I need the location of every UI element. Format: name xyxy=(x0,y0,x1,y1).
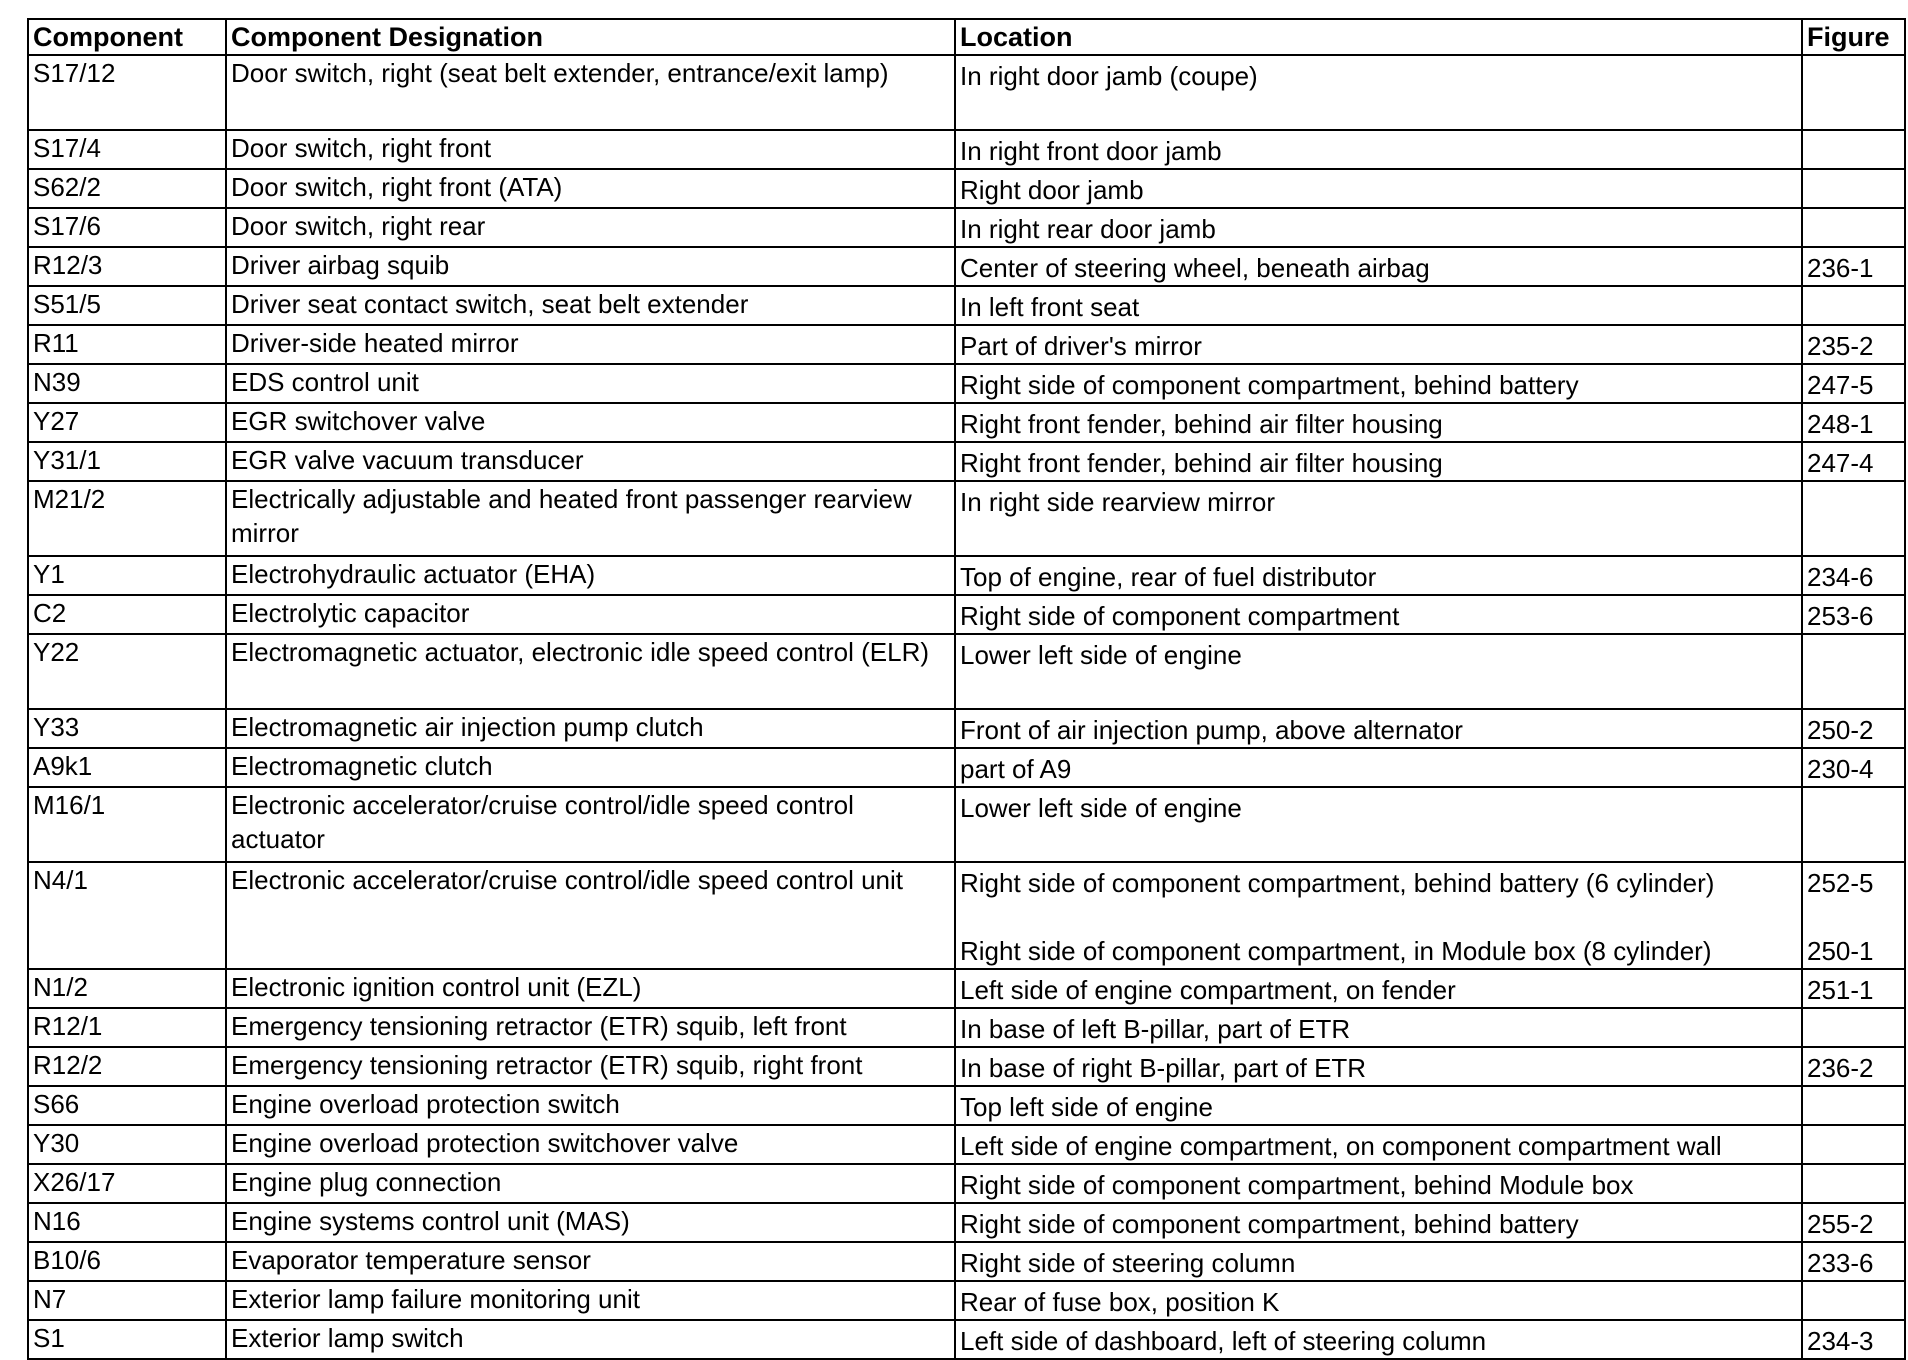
cell-location: Right front fender, behind air filter housing xyxy=(955,442,1802,481)
header-location: Location xyxy=(955,19,1802,55)
cell-location: In right front door jamb xyxy=(955,130,1802,169)
cell-figure: 247-5 xyxy=(1802,364,1905,403)
cell-designation: Emergency tensioning retractor (ETR) squib, left front xyxy=(226,1008,955,1047)
cell-figure: 253-6 xyxy=(1802,595,1905,634)
cell-figure xyxy=(1802,1125,1905,1164)
cell-figure xyxy=(1802,55,1905,130)
cell-designation: Engine systems control unit (MAS) xyxy=(226,1203,955,1242)
table-row xyxy=(28,1320,1905,1359)
cell-location: Right side of component compartment xyxy=(955,595,1802,634)
cell-component: B10/6 xyxy=(28,1242,226,1281)
table-row xyxy=(28,787,1905,862)
cell-component: S66 xyxy=(28,1086,226,1125)
table-row xyxy=(28,1203,1905,1242)
cell-location: In left front seat xyxy=(955,286,1802,325)
cell-location: Right side of component compartment, behind battery xyxy=(955,1203,1802,1242)
header-figure: Figure xyxy=(1802,19,1905,55)
cell-component: X26/17 xyxy=(28,1164,226,1203)
cell-component: M16/1 xyxy=(28,787,226,862)
cell-designation: Door switch, right front xyxy=(226,130,955,169)
cell-designation: Driver seat contact switch, seat belt extender xyxy=(226,286,955,325)
cell-component: S1 xyxy=(28,1320,226,1359)
cell-location: Rear of fuse box, position K xyxy=(955,1281,1802,1320)
cell-component: N39 xyxy=(28,364,226,403)
cell-figure: 233-6 xyxy=(1802,1242,1905,1281)
cell-component: M21/2 xyxy=(28,481,226,556)
table-row xyxy=(28,556,1905,595)
table-row xyxy=(28,1281,1905,1320)
cell-location: Left side of dashboard, left of steering column xyxy=(955,1320,1802,1359)
figure-line: 250-1 xyxy=(1807,936,1874,966)
cell-designation: Driver-side heated mirror xyxy=(226,325,955,364)
cell-location: Lower left side of engine xyxy=(955,787,1802,862)
cell-designation: Electronic accelerator/cruise control/idle speed control actuator xyxy=(226,787,955,862)
cell-figure xyxy=(1802,130,1905,169)
table-row xyxy=(28,1047,1905,1086)
cell-component: S17/6 xyxy=(28,208,226,247)
cell-figure: 255-2 xyxy=(1802,1203,1905,1242)
table-row xyxy=(28,442,1905,481)
table-row xyxy=(28,130,1905,169)
cell-figure xyxy=(1802,1086,1905,1125)
table-row xyxy=(28,1164,1905,1203)
location-line: Right side of component compartment, behind battery (6 cylinder) xyxy=(960,868,1715,898)
cell-component: R12/2 xyxy=(28,1047,226,1086)
cell-component: N4/1 xyxy=(28,862,226,969)
cell-designation: Electrohydraulic actuator (EHA) xyxy=(226,556,955,595)
cell-location: Center of steering wheel, beneath airbag xyxy=(955,247,1802,286)
table-row xyxy=(28,1008,1905,1047)
table-row xyxy=(28,325,1905,364)
cell-figure xyxy=(1802,208,1905,247)
cell-designation: Electronic ignition control unit (EZL) xyxy=(226,969,955,1008)
cell-designation: Door switch, right rear xyxy=(226,208,955,247)
cell-component: S17/12 xyxy=(28,55,226,130)
table-row xyxy=(28,55,1905,130)
cell-figure: 236-2 xyxy=(1802,1047,1905,1086)
cell-figure xyxy=(1802,286,1905,325)
cell-component: N7 xyxy=(28,1281,226,1320)
table-row xyxy=(28,1086,1905,1125)
cell-component: A9k1 xyxy=(28,748,226,787)
table-row xyxy=(28,286,1905,325)
cell-location: Left side of engine compartment, on component compartment wall xyxy=(955,1125,1802,1164)
cell-designation: Electrically adjustable and heated front passenger rearview mirror xyxy=(226,481,955,556)
cell-location: Lower left side of engine xyxy=(955,634,1802,709)
cell-location: part of A9 xyxy=(955,748,1802,787)
table-row xyxy=(28,748,1905,787)
cell-figure xyxy=(1802,1164,1905,1203)
cell-designation: EGR valve vacuum transducer xyxy=(226,442,955,481)
cell-figure: 250-2 xyxy=(1802,709,1905,748)
cell-figure: 247-4 xyxy=(1802,442,1905,481)
cell-designation: Door switch, right (seat belt extender, entrance/exit lamp) xyxy=(226,55,955,130)
table-row xyxy=(28,709,1905,748)
cell-component: R11 xyxy=(28,325,226,364)
cell-figure: 234-6 xyxy=(1802,556,1905,595)
table-row xyxy=(28,969,1905,1008)
cell-designation: Electromagnetic actuator, electronic idle speed control (ELR) xyxy=(226,634,955,709)
cell-location: Right side of component compartment, behind Module box xyxy=(955,1164,1802,1203)
cell-location: Left side of engine compartment, on fender xyxy=(955,969,1802,1008)
table-row xyxy=(28,1242,1905,1281)
cell-figure xyxy=(1802,1008,1905,1047)
cell-location: In right rear door jamb xyxy=(955,208,1802,247)
cell-designation: Engine overload protection switchover valve xyxy=(226,1125,955,1164)
table-row xyxy=(28,403,1905,442)
cell-component: Y30 xyxy=(28,1125,226,1164)
cell-figure xyxy=(1802,169,1905,208)
table-row xyxy=(28,595,1905,634)
cell-figure: 235-2 xyxy=(1802,325,1905,364)
header-designation: Component Designation xyxy=(226,19,955,55)
cell-designation: EGR switchover valve xyxy=(226,403,955,442)
cell-designation: Electronic accelerator/cruise control/idle speed control unit xyxy=(226,862,955,969)
cell-figure: 251-1 xyxy=(1802,969,1905,1008)
cell-component: Y22 xyxy=(28,634,226,709)
cell-location: Right side of component compartment, behind battery xyxy=(955,364,1802,403)
cell-component: Y1 xyxy=(28,556,226,595)
cell-location: Top left side of engine xyxy=(955,1086,1802,1125)
cell-component: R12/1 xyxy=(28,1008,226,1047)
cell-figure: 248-1 xyxy=(1802,403,1905,442)
cell-location: Part of driver's mirror xyxy=(955,325,1802,364)
cell-component: Y33 xyxy=(28,709,226,748)
header-component: Component xyxy=(28,19,226,55)
component-table xyxy=(27,18,1906,1360)
figure-line: 252-5 xyxy=(1807,868,1874,898)
cell-component: S62/2 xyxy=(28,169,226,208)
cell-location: In base of left B-pillar, part of ETR xyxy=(955,1008,1802,1047)
cell-figure: 234-3 xyxy=(1802,1320,1905,1359)
cell-designation: Exterior lamp switch xyxy=(226,1320,955,1359)
cell-location: In right door jamb (coupe) xyxy=(955,55,1802,130)
cell-designation: Electrolytic capacitor xyxy=(226,595,955,634)
cell-component: Y27 xyxy=(28,403,226,442)
cell-designation: Engine overload protection switch xyxy=(226,1086,955,1125)
cell-component: C2 xyxy=(28,595,226,634)
cell-location xyxy=(955,862,1802,969)
table-row xyxy=(28,364,1905,403)
cell-designation: Engine plug connection xyxy=(226,1164,955,1203)
cell-component: N16 xyxy=(28,1203,226,1242)
cell-location: In base of right B-pillar, part of ETR xyxy=(955,1047,1802,1086)
cell-figure xyxy=(1802,1281,1905,1320)
cell-figure xyxy=(1802,481,1905,556)
cell-figure: 236-1 xyxy=(1802,247,1905,286)
cell-designation: Electromagnetic air injection pump clutch xyxy=(226,709,955,748)
cell-location: Top of engine, rear of fuel distributor xyxy=(955,556,1802,595)
location-line: Right side of component compartment, in Module box (8 cylinder) xyxy=(960,936,1712,966)
cell-designation: Door switch, right front (ATA) xyxy=(226,169,955,208)
cell-component: S17/4 xyxy=(28,130,226,169)
header-row xyxy=(28,19,1905,55)
cell-figure xyxy=(1802,634,1905,709)
table-row xyxy=(28,481,1905,556)
cell-designation: Exterior lamp failure monitoring unit xyxy=(226,1281,955,1320)
cell-location: Front of air injection pump, above alternator xyxy=(955,709,1802,748)
table-row xyxy=(28,634,1905,709)
cell-designation: EDS control unit xyxy=(226,364,955,403)
cell-location: Right front fender, behind air filter housing xyxy=(955,403,1802,442)
cell-figure xyxy=(1802,787,1905,862)
cell-designation: Electromagnetic clutch xyxy=(226,748,955,787)
cell-component: S51/5 xyxy=(28,286,226,325)
cell-location: Right side of steering column xyxy=(955,1242,1802,1281)
cell-designation: Emergency tensioning retractor (ETR) squib, right front xyxy=(226,1047,955,1086)
table-row xyxy=(28,1125,1905,1164)
cell-component: N1/2 xyxy=(28,969,226,1008)
cell-location: Right door jamb xyxy=(955,169,1802,208)
cell-component: R12/3 xyxy=(28,247,226,286)
table-row xyxy=(28,169,1905,208)
cell-location: In right side rearview mirror xyxy=(955,481,1802,556)
cell-figure: 230-4 xyxy=(1802,748,1905,787)
cell-designation: Driver airbag squib xyxy=(226,247,955,286)
cell-figure xyxy=(1802,862,1905,969)
cell-designation: Evaporator temperature sensor xyxy=(226,1242,955,1281)
table-row xyxy=(28,208,1905,247)
cell-component: Y31/1 xyxy=(28,442,226,481)
table-row xyxy=(28,247,1905,286)
table-row xyxy=(28,862,1905,969)
